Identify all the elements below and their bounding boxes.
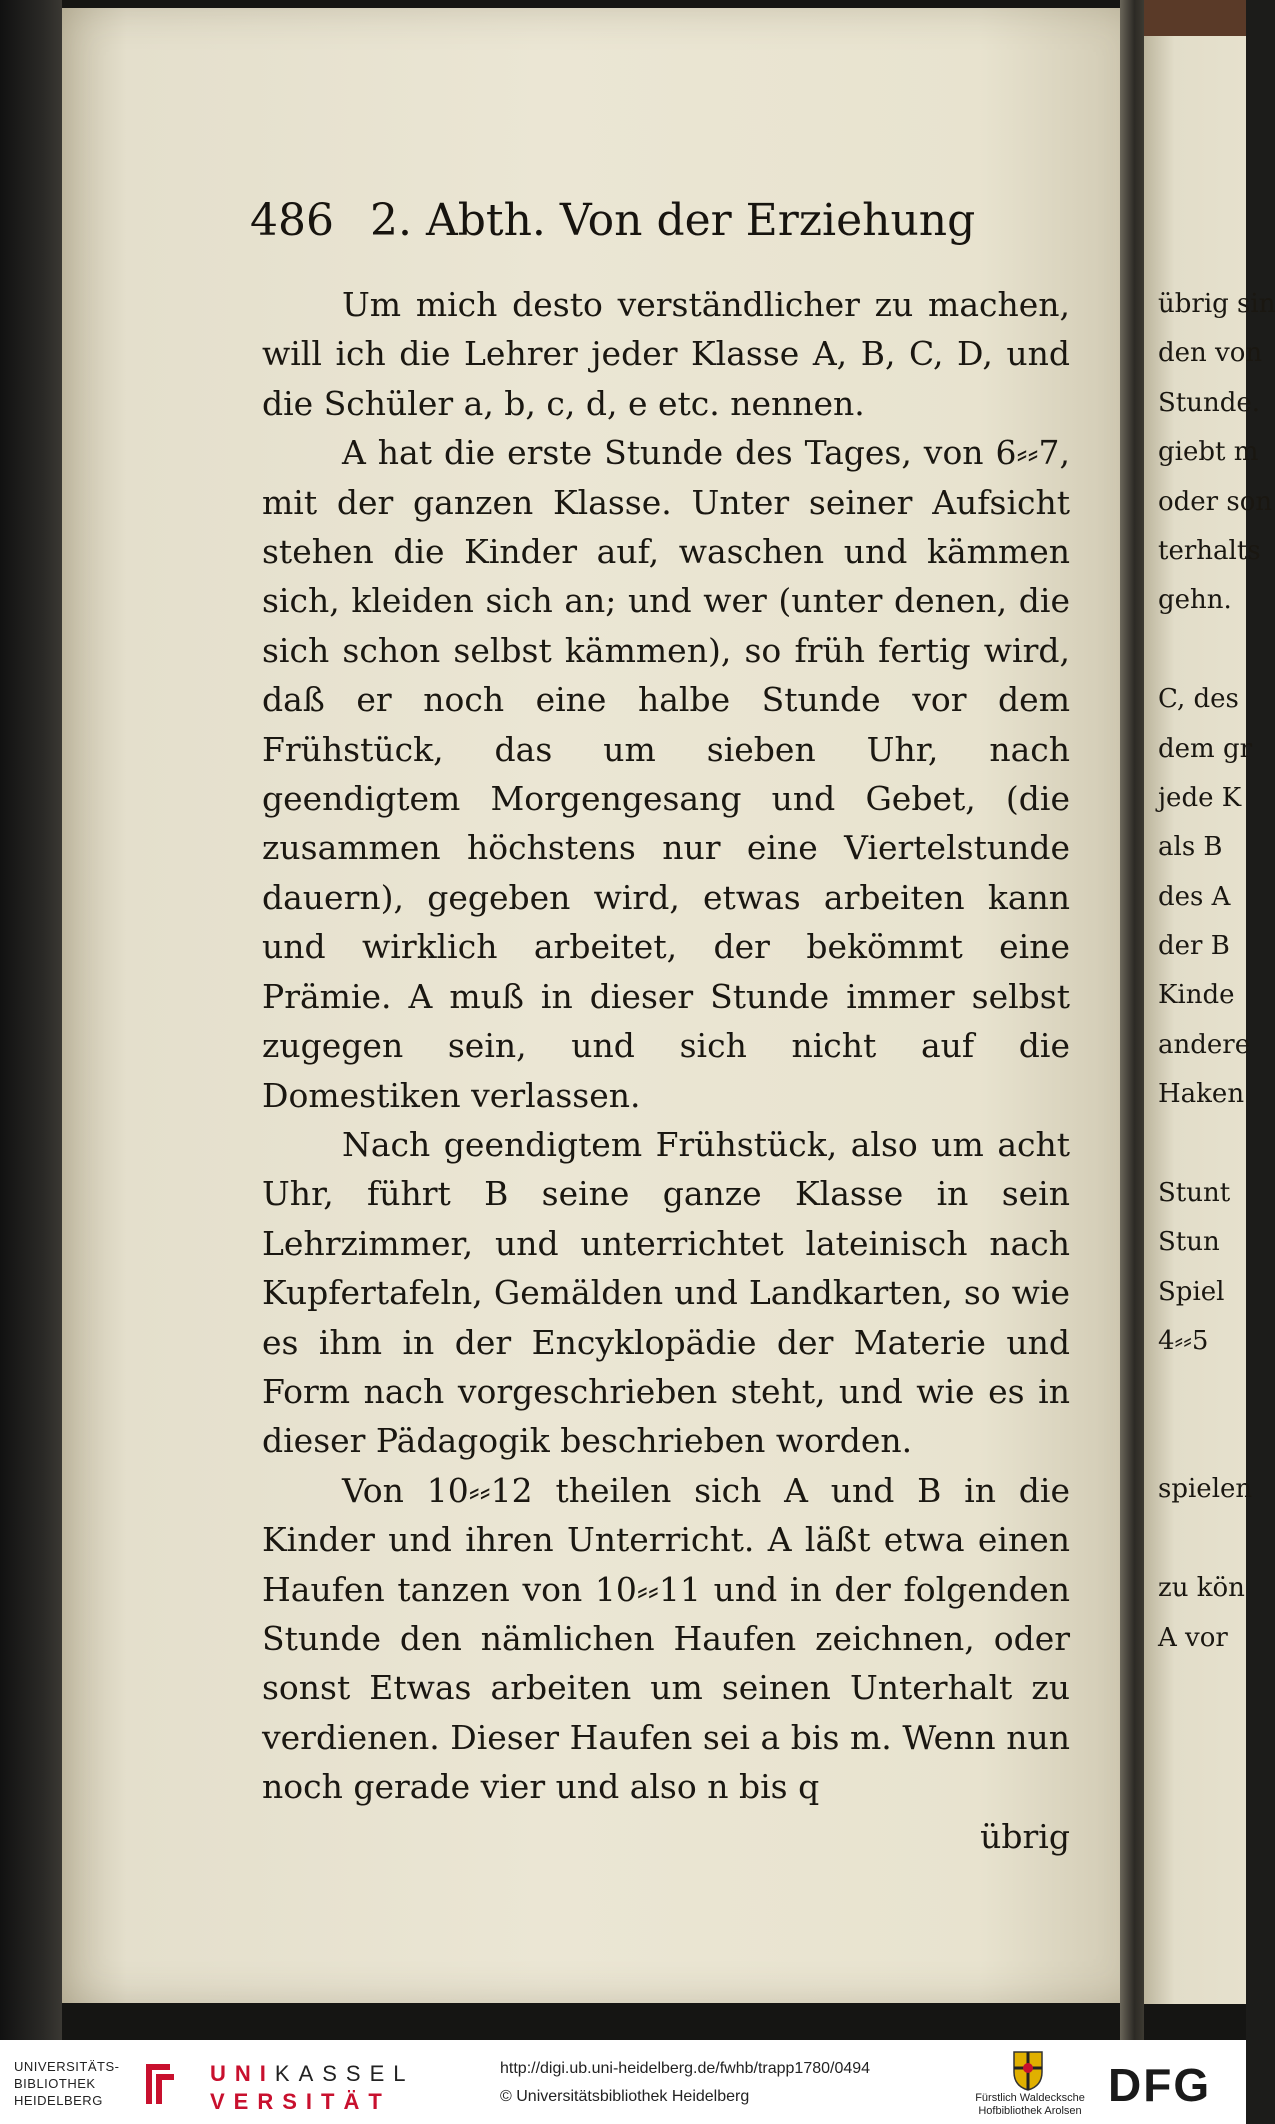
margin-fragment: 4⸗⸗5 bbox=[1158, 1326, 1209, 1357]
permalink-link[interactable]: http://digi.ub.uni-heidelberg.de/fwhb/trapp1780/0494 bbox=[500, 2060, 871, 2077]
book-gutter bbox=[1120, 0, 1144, 2040]
margin-fragment: Stunt bbox=[1158, 1178, 1231, 1209]
margin-fragment: Spiel bbox=[1158, 1276, 1225, 1307]
margin-fragment: Stun bbox=[1158, 1227, 1220, 1258]
margin-fragment bbox=[1158, 1515, 1248, 1564]
margin-fragment: gehn. bbox=[1158, 585, 1232, 616]
margin-fragment bbox=[1158, 1120, 1248, 1169]
margin-fragment: C, des bbox=[1158, 684, 1239, 715]
margin-fragment: als B bbox=[1158, 832, 1223, 863]
body-text bbox=[262, 280, 1070, 1861]
uni-kassel-logo: UNIKASSEL VERSITÄT bbox=[210, 2061, 415, 2114]
next-page-margin-text bbox=[1158, 280, 1275, 1663]
margin-fragment: den von bbox=[1158, 338, 1263, 369]
library-name: UNIVERSITÄTS- BIBLIOTHEK HEIDELBERG bbox=[14, 2059, 120, 2108]
paragraph: A hat die erste Stunde des Tages, von 6⸗⸗7, mit der ganzen Klasse. Unter seiner Aufsicht stehen die Kinder auf, waschen und kämmen sich, kleiden sich an; und wer (unter denen, die sich schon selbst kämmen), so früh fertig wird, daß er noch eine halbe Stunde vor dem Frühstück, das um sieben Uhr, nach geendigtem Morgengesang und Gebet, (die zusammen höchstens nur eine Viertelstunde dauern), gegeben wird, etwas arbeiten kann und wirklich arbeitet, der bekömmt eine Prämie. A muß in dieser Stunde immer selbst zugegen sein, und sich nicht auf die Domestiken verlassen. bbox=[262, 433, 1070, 1115]
viewer-footer bbox=[0, 2040, 1246, 2124]
copyright-notice: © Universitätsbibliothek Heidelberg bbox=[500, 2088, 750, 2105]
margin-fragment: des A bbox=[1158, 881, 1231, 912]
paragraph: Nach geendigtem Frühstück, also um acht Uhr, führt B seine ganze Klasse in sein Lehrzimmer, und unterrichtet lateinisch nach Kupfertafeln, Gemälden und Landkarten, so wie es ihm in der Encyklopädie der Materie und Form nach vorgeschrieben steht, und wie es in dieser Pädagogik beschrieben worden. bbox=[262, 1124, 1070, 1461]
margin-fragment: dem gr bbox=[1158, 733, 1253, 764]
margin-fragment: Kinde bbox=[1158, 980, 1235, 1011]
margin-fragment: spielen bbox=[1158, 1474, 1253, 1505]
page-number: 486 bbox=[250, 195, 334, 246]
margin-fragment: Stunde. bbox=[1158, 387, 1261, 418]
dfg-logo: DFG bbox=[1108, 2059, 1212, 2111]
coat-of-arms-icon bbox=[1010, 2048, 1046, 2092]
catchword: übrig bbox=[980, 1816, 1070, 1856]
book-cover-edge bbox=[1130, 0, 1246, 40]
paragraph: Von 10⸗⸗12 theilen sich A und B in die Kinder und ihren Unterricht. A läßt etwa einen Haufen tanzen von 10⸗⸗11 und in der folgenden Stunde den nämlichen Haufen zeichnen, oder sonst Etwas arbeiten um seinen Unterhalt zu verdienen. Dieser Haufen sei a bis m. Wenn nun noch gerade vier und also n bis q bbox=[262, 1470, 1070, 1807]
margin-fragment: Haken bbox=[1158, 1079, 1245, 1110]
margin-fragment bbox=[1158, 1416, 1248, 1465]
margin-fragment: A vor bbox=[1158, 1622, 1228, 1653]
margin-fragment: zu kön bbox=[1158, 1573, 1245, 1604]
margin-fragment: oder son bbox=[1158, 486, 1273, 517]
margin-fragment: andere bbox=[1158, 1029, 1251, 1060]
margin-fragment: jede K bbox=[1158, 782, 1242, 813]
page-header bbox=[250, 195, 1070, 255]
book-edge-left bbox=[0, 0, 62, 2040]
margin-fragment: terhalts bbox=[1158, 535, 1261, 566]
arolsen-library-name: Fürstlich Waldecksche Hofbibliothek Arolsen bbox=[975, 2092, 1085, 2117]
running-head: 2. Abth. Von der Erziehung bbox=[370, 195, 976, 246]
library-logo-icon bbox=[140, 2058, 180, 2110]
paragraph: Um mich desto verständlicher zu machen, will ich die Lehrer jeder Klasse A, B, C, D, und die Schüler a, b, c, d, e etc. nennen. bbox=[262, 285, 1070, 423]
margin-fragment: giebt m bbox=[1158, 437, 1259, 468]
margin-fragment bbox=[1158, 626, 1248, 675]
margin-fragment: übrig sin bbox=[1158, 289, 1275, 319]
margin-fragment: der B bbox=[1158, 931, 1230, 962]
margin-fragment bbox=[1158, 1367, 1248, 1416]
